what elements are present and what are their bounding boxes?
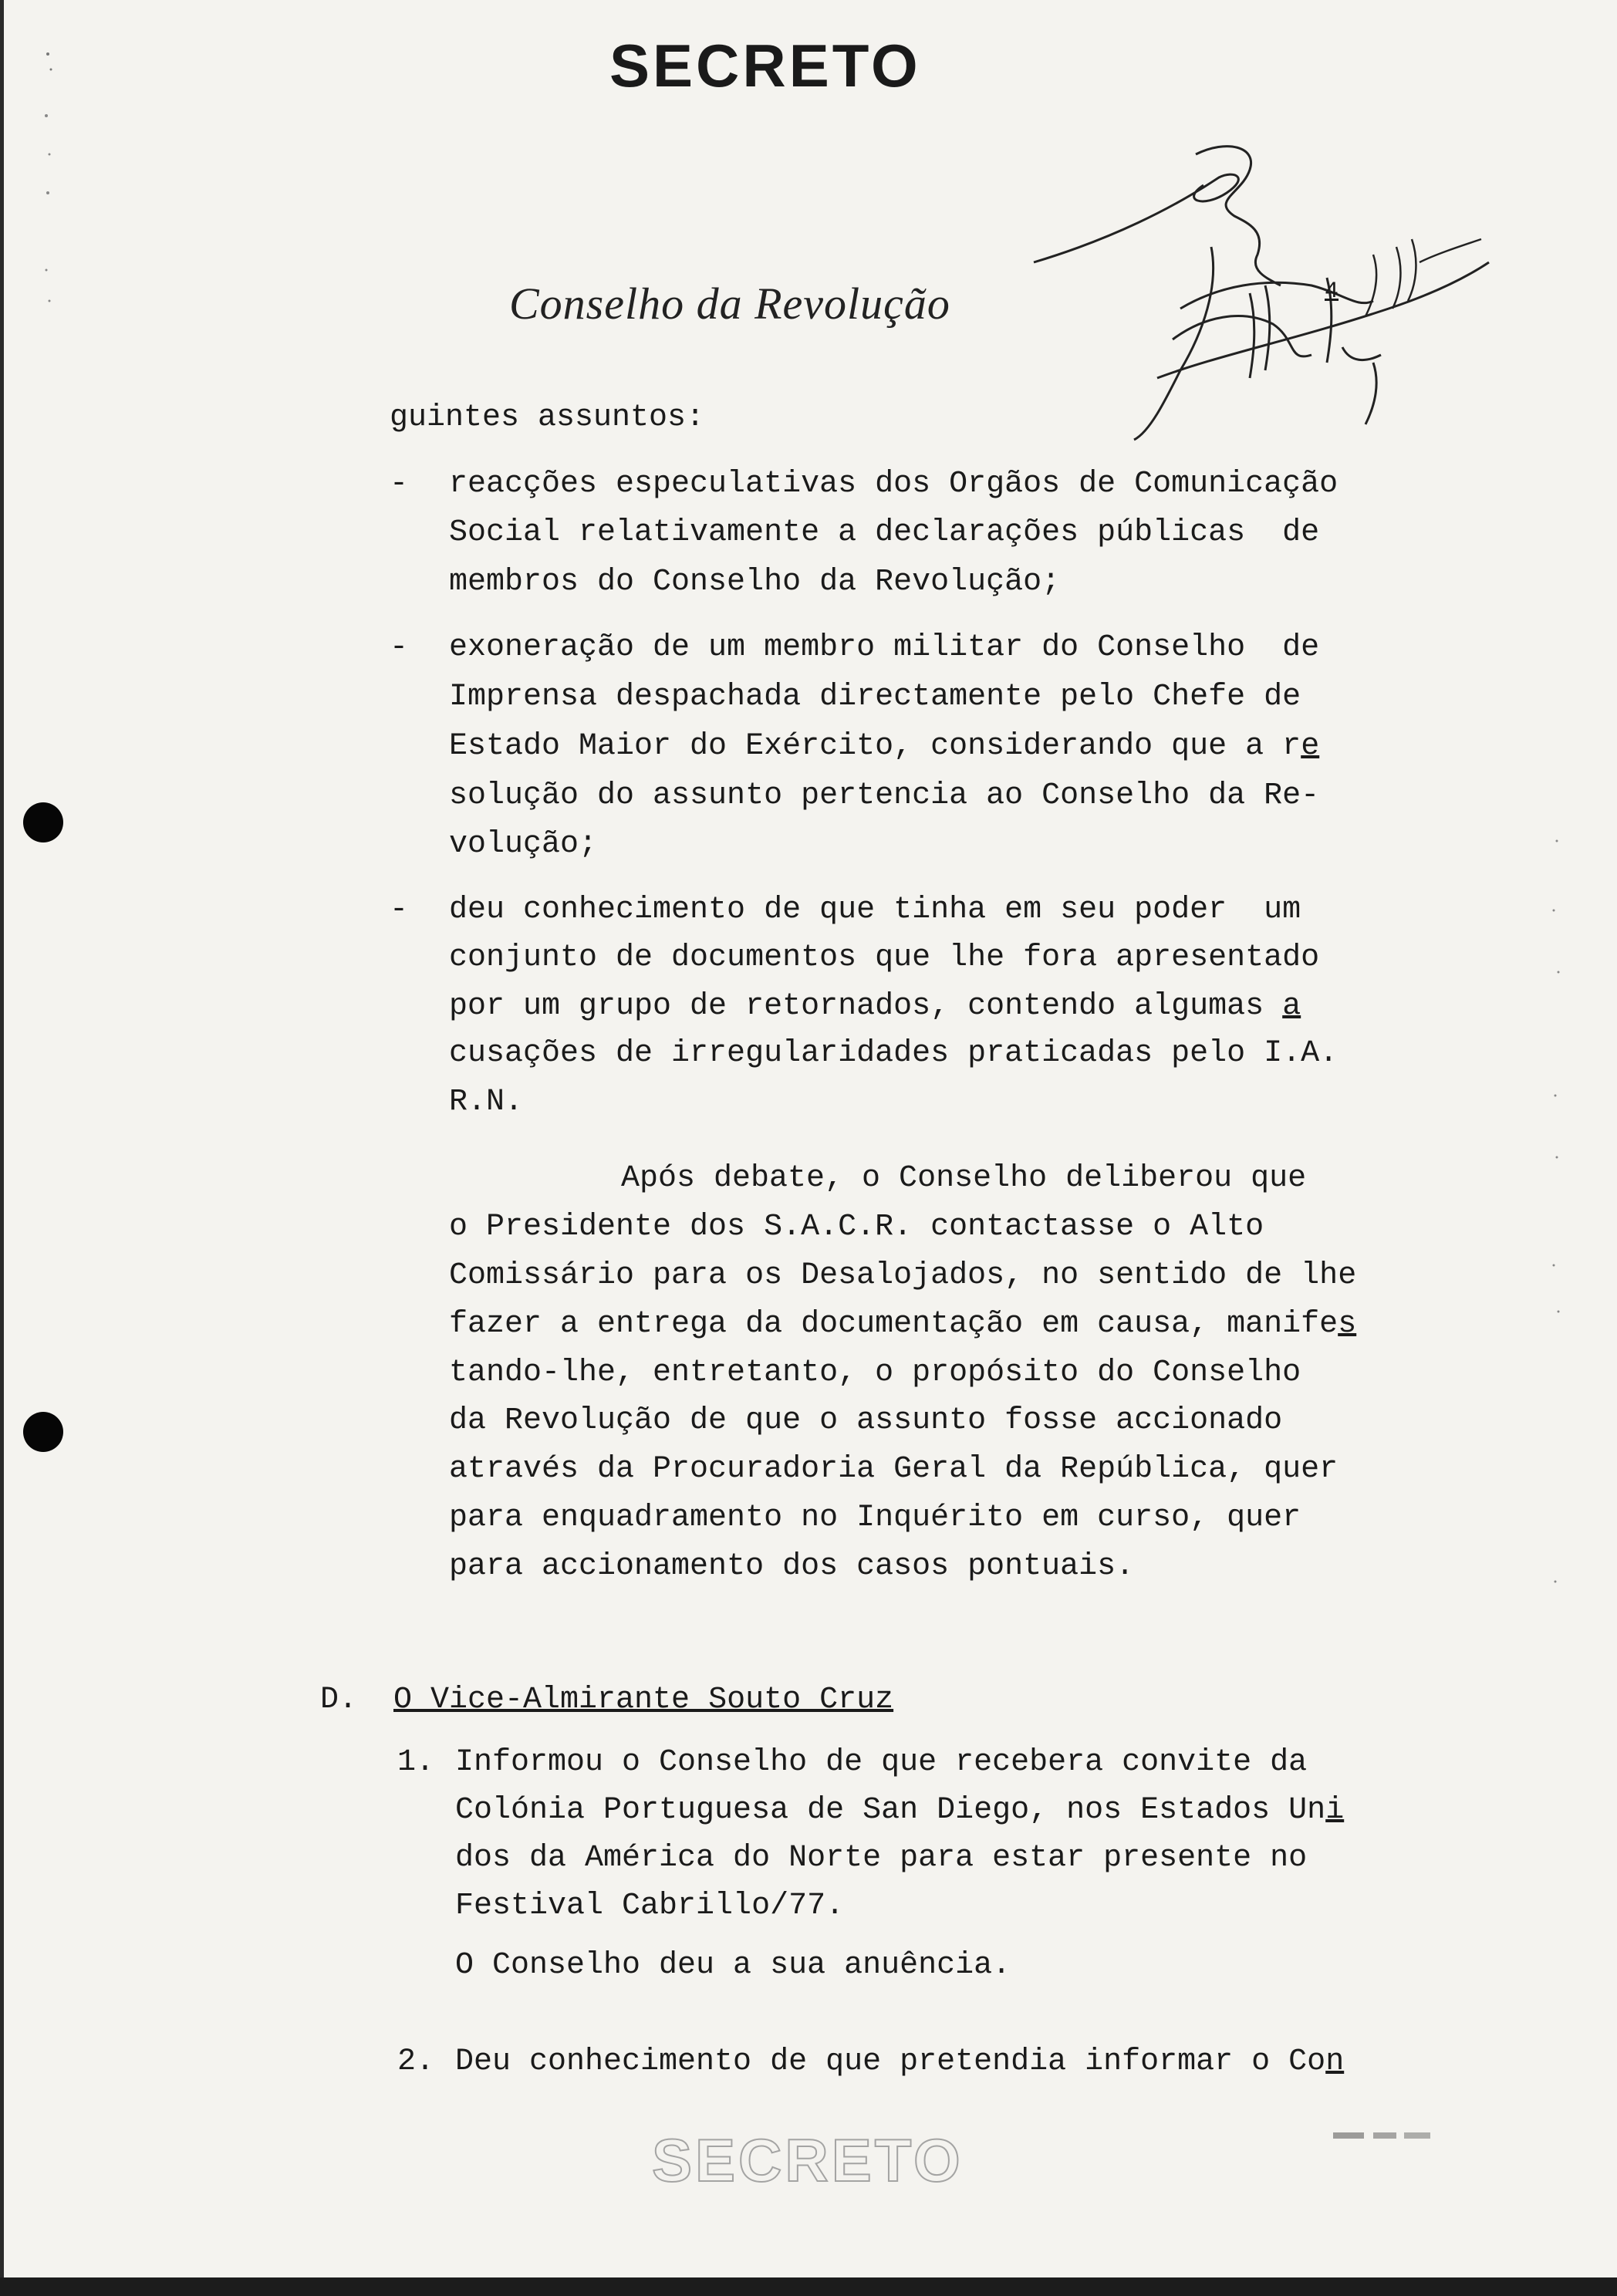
hyphenated-syllable: n	[1325, 2044, 1345, 2079]
text-line	[455, 1795, 1344, 1826]
hyphenated-syllable: e	[1301, 729, 1320, 764]
section-label: D.	[320, 1683, 358, 1717]
text-line: da Revolução de que o assunto fosse accionado	[449, 1403, 1283, 1438]
punch-hole	[23, 802, 63, 842]
text-line	[449, 991, 1301, 1022]
text-line: dos da América do Norte para estar presente no	[455, 1841, 1308, 1876]
text-line: para accionamento dos casos pontuais.	[449, 1549, 1135, 1584]
margin-specks-right	[1543, 772, 1574, 1697]
text-line: volução;	[449, 827, 598, 862]
line-part: fazer a entrega da documentação em causa, manife	[449, 1307, 1338, 1342]
section-title: O Vice-Almirante Souto Cruz	[393, 1683, 894, 1717]
bullet-dash: -	[390, 893, 409, 927]
text-line: tando-lhe, entretanto, o propósito do Conselho	[449, 1356, 1301, 1390]
text-line: Imprensa despachada directamente pelo Chefe de	[449, 680, 1301, 714]
line-part: Deu conhecimento de que pretendia informar o Co	[455, 2044, 1326, 2079]
line-part: por um grupo de retornados, contendo algumas	[449, 989, 1283, 1024]
item-number: 1.	[397, 1745, 435, 1780]
text-line: para enquadramento no Inquérito em curso, quer	[449, 1501, 1301, 1535]
bullet-dash: -	[390, 630, 409, 665]
text-line: Social relativamente a declarações públicas de	[449, 515, 1320, 550]
line-part: Estado Maior do Exército, considerando que a r	[449, 729, 1301, 764]
hyphenated-syllable: i	[1325, 1793, 1345, 1828]
bullet-dash: -	[390, 467, 409, 501]
classification-stamp-top: SECRETO	[609, 32, 921, 100]
punch-hole	[23, 1412, 63, 1452]
classification-stamp-bottom: SECRETO	[652, 2126, 964, 2194]
text-line: cusações de irregularidades praticadas pelo I.A.	[449, 1036, 1338, 1071]
text-line: reacções especulativas dos Orgãos de Comunicação	[449, 467, 1338, 501]
text-line: Comissário para os Desalojados, no sentido de lhe	[449, 1258, 1357, 1293]
hyphenated-syllable: a	[1282, 989, 1301, 1024]
letterhead: Conselho da Revolução	[509, 279, 950, 329]
text-line: conjunto de documentos que lhe fora apresentado	[449, 940, 1320, 975]
text-line: Após debate, o Conselho deliberou que	[621, 1161, 1307, 1196]
text-line: o Presidente dos S.A.C.R. contactasse o Alto	[449, 1210, 1264, 1244]
text-line: exoneração de um membro militar do Conselho de	[449, 630, 1320, 665]
line-part: Colónia Portuguesa de San Diego, nos Estados Un	[455, 1793, 1326, 1828]
page-number: 4	[1325, 279, 1339, 305]
form-code-mark	[1333, 2129, 1433, 2142]
text-line: através da Procuradoria Geral da República, quer	[449, 1452, 1338, 1487]
bottom-scan-edge	[0, 2277, 1617, 2296]
text-line: membros do Conselho da Revolução;	[449, 565, 1061, 599]
text-line: Informou o Conselho de que recebera convite da	[455, 1745, 1308, 1780]
text-line	[449, 1309, 1356, 1340]
text-line: R.N.	[449, 1085, 524, 1119]
text-line: deu conhecimento de que tinha em seu poder um	[449, 893, 1301, 927]
text-line: O Conselho deu a sua anuência.	[455, 1948, 1011, 1983]
text-line: Festival Cabrillo/77.	[455, 1889, 845, 1923]
left-scan-edge	[0, 0, 4, 2296]
item-number: 2.	[397, 2044, 435, 2079]
hyphenated-syllable: s	[1338, 1307, 1357, 1342]
text-line	[455, 2044, 1345, 2079]
text-line	[449, 731, 1319, 762]
margin-specks-left	[39, 46, 69, 324]
handwritten-signature	[1018, 108, 1497, 447]
text-line: solução do assunto pertencia ao Conselho da Re-	[449, 778, 1320, 813]
text-line: guintes assuntos:	[390, 400, 705, 435]
